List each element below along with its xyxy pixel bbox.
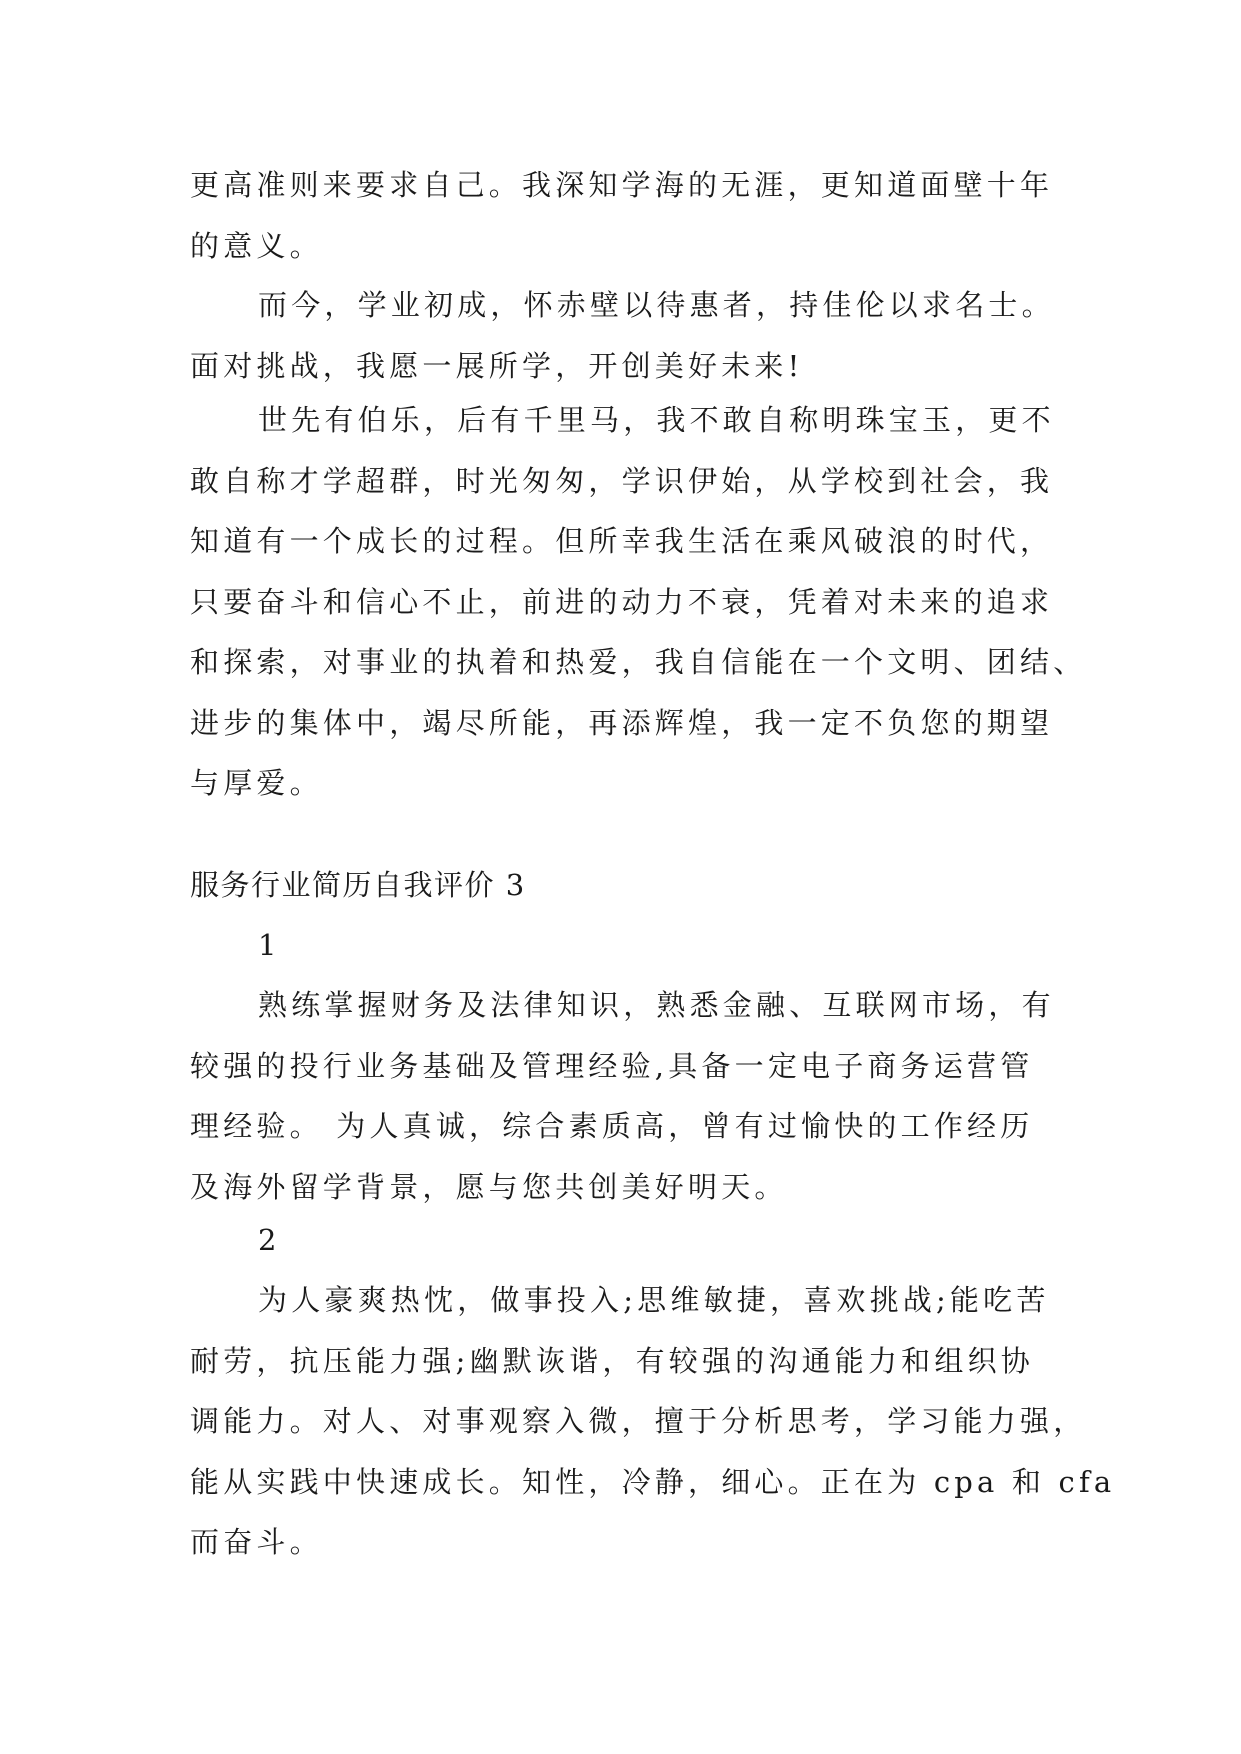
- text-line: 敢自称才学超群，时光匆匆，学识伊始，从学校到社会，我: [190, 463, 1054, 498]
- text-line: 熟练掌握财务及法律知识，熟悉金融、互联网市场，有: [258, 988, 1055, 1022]
- text-line: 耐劳，抗压能力强;幽默诙谐，有较强的沟通能力和组织协: [190, 1343, 1034, 1378]
- item-number-1: 1: [258, 928, 281, 962]
- text-line: 而奋斗。: [190, 1525, 323, 1559]
- text-line: 只要奋斗和信心不止，前进的动力不衰，凭着对未来的追求: [190, 584, 1054, 619]
- text-line: 的意义。: [190, 228, 323, 263]
- text-line: 进步的集体中，竭尽所能，再添辉煌，我一定不负您的期望: [190, 705, 1054, 740]
- text-line: 能从实践中快速成长。知性，冷静，细心。正在为 cpa 和 cfa: [190, 1464, 1116, 1499]
- text-line: 而今，学业初成，怀赤壁以待惠者，持佳伦以求名士。: [258, 288, 1055, 322]
- text-line: 知道有一个成长的过程。但所幸我生活在乘风破浪的时代，: [190, 524, 1054, 558]
- text-line: 及海外留学背景，愿与您共创美好明天。: [190, 1169, 788, 1204]
- text-line: 世先有伯乐，后有千里马，我不敢自称明珠宝玉，更不: [258, 403, 1055, 437]
- section-heading: 服务行业简历自我评价 3: [190, 868, 526, 902]
- item-number-2: 2: [258, 1223, 281, 1257]
- paragraph-now: [190, 275, 1055, 396]
- text-line: 较强的投行业务基础及管理经验,具备一定电子商务运营管: [190, 1048, 1034, 1083]
- text-line: 理经验。 为人真诚，综合素质高，曾有过愉快的工作经历: [190, 1109, 1034, 1143]
- text-line: 更高准则来要求自己。我深知学海的无涯，更知道面壁十年: [190, 168, 1054, 202]
- text-line: 面对挑战，我愿一展所学，开创美好未来!: [190, 348, 804, 383]
- item-number: [190, 915, 1050, 976]
- paragraph-bole: [190, 390, 1087, 814]
- item-number: [190, 1210, 1050, 1271]
- text-line: 为人豪爽热忱，做事投入;思维敏捷，喜欢挑战;能吃苦: [258, 1283, 1050, 1317]
- paragraph-item-1: [190, 975, 1055, 1217]
- text-line: 与厚爱。: [190, 766, 323, 800]
- paragraph-continued: [190, 155, 1054, 276]
- paragraph-item-2: [190, 1270, 1116, 1573]
- text-line: 和探索，对事业的执着和热爱，我自信能在一个文明、团结、: [190, 645, 1087, 679]
- text-line: 调能力。对人、对事观察入微，擅于分析思考，学习能力强，: [190, 1404, 1087, 1438]
